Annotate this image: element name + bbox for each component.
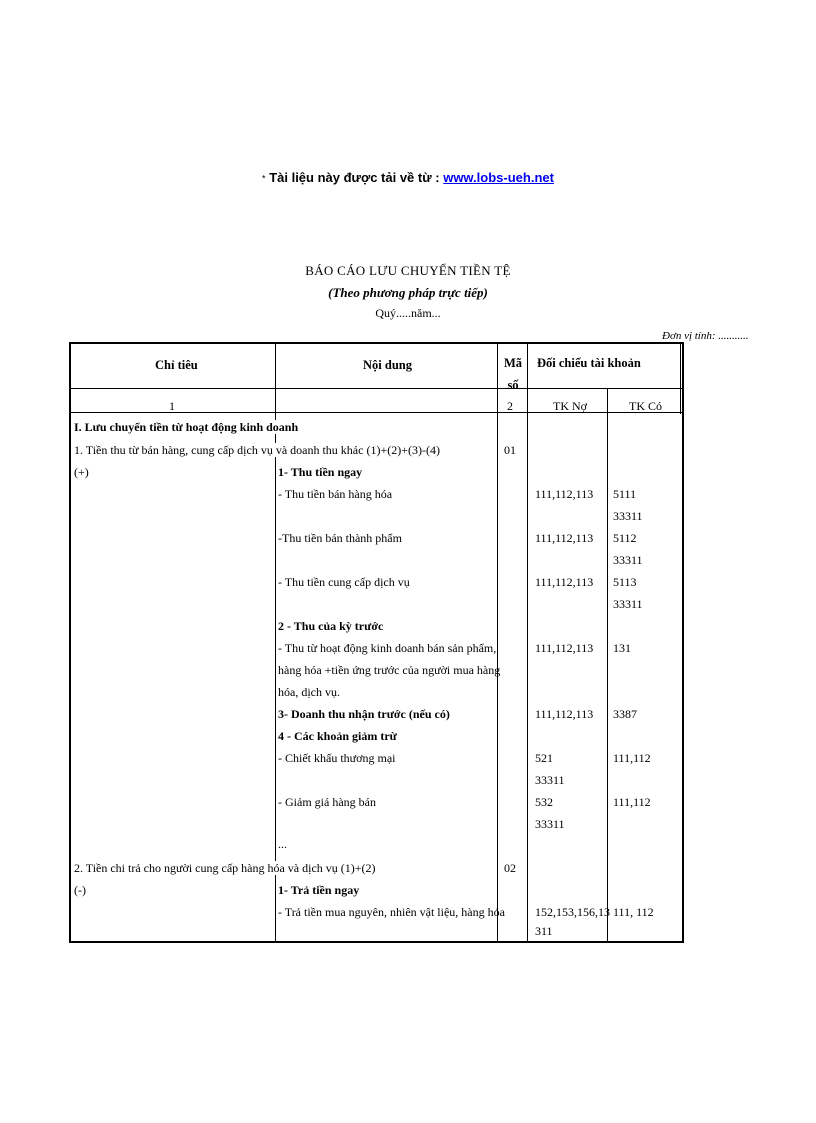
item-1-row-no: 111,112,113 bbox=[535, 641, 594, 655]
header-noi-dung: Nội dung bbox=[363, 358, 412, 372]
item-2-sign: (-) bbox=[74, 883, 86, 897]
item-1-row-no2: 33311 bbox=[535, 773, 565, 787]
header-doi-chieu: Đối chiếu tài khoản bbox=[537, 356, 641, 370]
header-tk-co: TK Có bbox=[629, 399, 662, 413]
item-2-row-co: 111, 112 bbox=[613, 905, 654, 919]
item-1-row-co: 131 bbox=[613, 641, 631, 655]
section-title: I. Lưu chuyển tiền từ hoạt động kinh doanh bbox=[74, 420, 299, 434]
item-1-row-no: 532 bbox=[535, 795, 553, 809]
item-1-row-text: - Thu từ hoạt động kinh doanh bán sản phẩm, bbox=[278, 641, 497, 655]
header-chi-tieu: Chỉ tiêu bbox=[155, 358, 198, 372]
item-1-group-2: 2 - Thu của kỳ trước bbox=[278, 619, 384, 633]
col-divider bbox=[607, 388, 608, 941]
item-2-group-1: 1- Trả tiền ngay bbox=[278, 883, 360, 897]
row-divider bbox=[527, 388, 682, 389]
item-2-code: 02 bbox=[504, 861, 516, 875]
item-1-row-co: 111,112 bbox=[613, 751, 651, 765]
item-1-row-no: 521 bbox=[535, 751, 553, 765]
header-col-1: 1 bbox=[169, 399, 175, 413]
item-1-row-text: hàng hóa +tiền ứng trước của người mua hàng bbox=[278, 663, 501, 677]
header-tk-no: TK Nợ bbox=[553, 399, 588, 413]
item-1-group-4: 4 - Các khoản giảm trừ bbox=[278, 729, 397, 743]
item-1-sign: (+) bbox=[74, 465, 89, 479]
item-1-group-1: 1- Thu tiền ngay bbox=[278, 465, 363, 479]
header-col-2: 2 bbox=[507, 399, 513, 413]
item-1-row-no: 111,112,113 bbox=[535, 707, 594, 721]
item-1-row-text: - Chiết khấu thương mại bbox=[278, 751, 396, 765]
item-1-row-no: 111,112,113 bbox=[535, 531, 594, 545]
report-period: Quý.....năm... bbox=[375, 306, 441, 320]
download-notice bbox=[0, 170, 816, 185]
item-1-row-text: - Giảm giá hàng bán bbox=[278, 795, 376, 809]
item-2-row-no: 152,153,156,13 bbox=[535, 905, 610, 919]
item-1-row-co2: 33311 bbox=[613, 597, 643, 611]
item-1-row-co2: 33311 bbox=[613, 553, 643, 567]
report-subtitle: (Theo phương pháp trực tiếp) bbox=[328, 285, 488, 300]
item-1-label: 1. Tiền thu từ bán hàng, cung cấp dịch vụ và doanh thu khác (1)+(2)+(3)-(4) bbox=[74, 443, 440, 457]
row-divider bbox=[71, 388, 527, 389]
download-link[interactable]: www.lobs-ueh.net bbox=[443, 170, 554, 185]
unit-label: Đơn vị tính: ........... bbox=[662, 330, 749, 342]
cash-flow-table bbox=[69, 342, 684, 943]
item-1-row-co: 5112 bbox=[613, 531, 637, 545]
item-1-row-text: - Thu tiền bán hàng hóa bbox=[278, 487, 393, 501]
col-divider bbox=[680, 344, 681, 414]
row-divider bbox=[71, 412, 682, 413]
download-prefix: Tài liệu này được tải về từ : bbox=[269, 170, 444, 185]
item-1-row-co: 111,112 bbox=[613, 795, 651, 809]
item-1-row-no: 111,112,113 bbox=[535, 487, 594, 501]
col-divider bbox=[497, 344, 498, 941]
item-1-row-text: -Thu tiền bán thành phẩm bbox=[278, 531, 402, 545]
item-1-group-3: 3- Doanh thu nhận trước (nếu có) bbox=[278, 707, 450, 721]
item-1-row-co: 3387 bbox=[613, 707, 637, 721]
item-2-label: 2. Tiền chi trả cho người cung cấp hàng hóa và dịch vụ (1)+(2) bbox=[74, 861, 376, 875]
item-1-row-co: 5113 bbox=[613, 575, 637, 589]
header-ma-so: Mã số bbox=[503, 356, 523, 392]
item-1-code: 01 bbox=[504, 443, 516, 457]
item-1-ellipsis: ... bbox=[278, 837, 287, 851]
item-1-row-co2: 33311 bbox=[613, 509, 643, 523]
item-1-row-text: hóa, dịch vụ. bbox=[278, 685, 340, 699]
item-1-row-no2: 33311 bbox=[535, 817, 565, 831]
item-1-row-co: 5111 bbox=[613, 487, 637, 501]
item-1-row-no: 111,112,113 bbox=[535, 575, 594, 589]
star-mark: * bbox=[262, 173, 266, 184]
report-title: BÁO CÁO LƯU CHUYỂN TIỀN TỆ bbox=[305, 263, 511, 278]
item-2-row-no2: 311 bbox=[535, 924, 553, 938]
item-1-row-text: - Thu tiền cung cấp dịch vụ bbox=[278, 575, 410, 589]
col-divider bbox=[527, 344, 528, 941]
item-2-row-text: - Trả tiền mua nguyên, nhiên vật liệu, hàng hóa bbox=[278, 905, 505, 919]
